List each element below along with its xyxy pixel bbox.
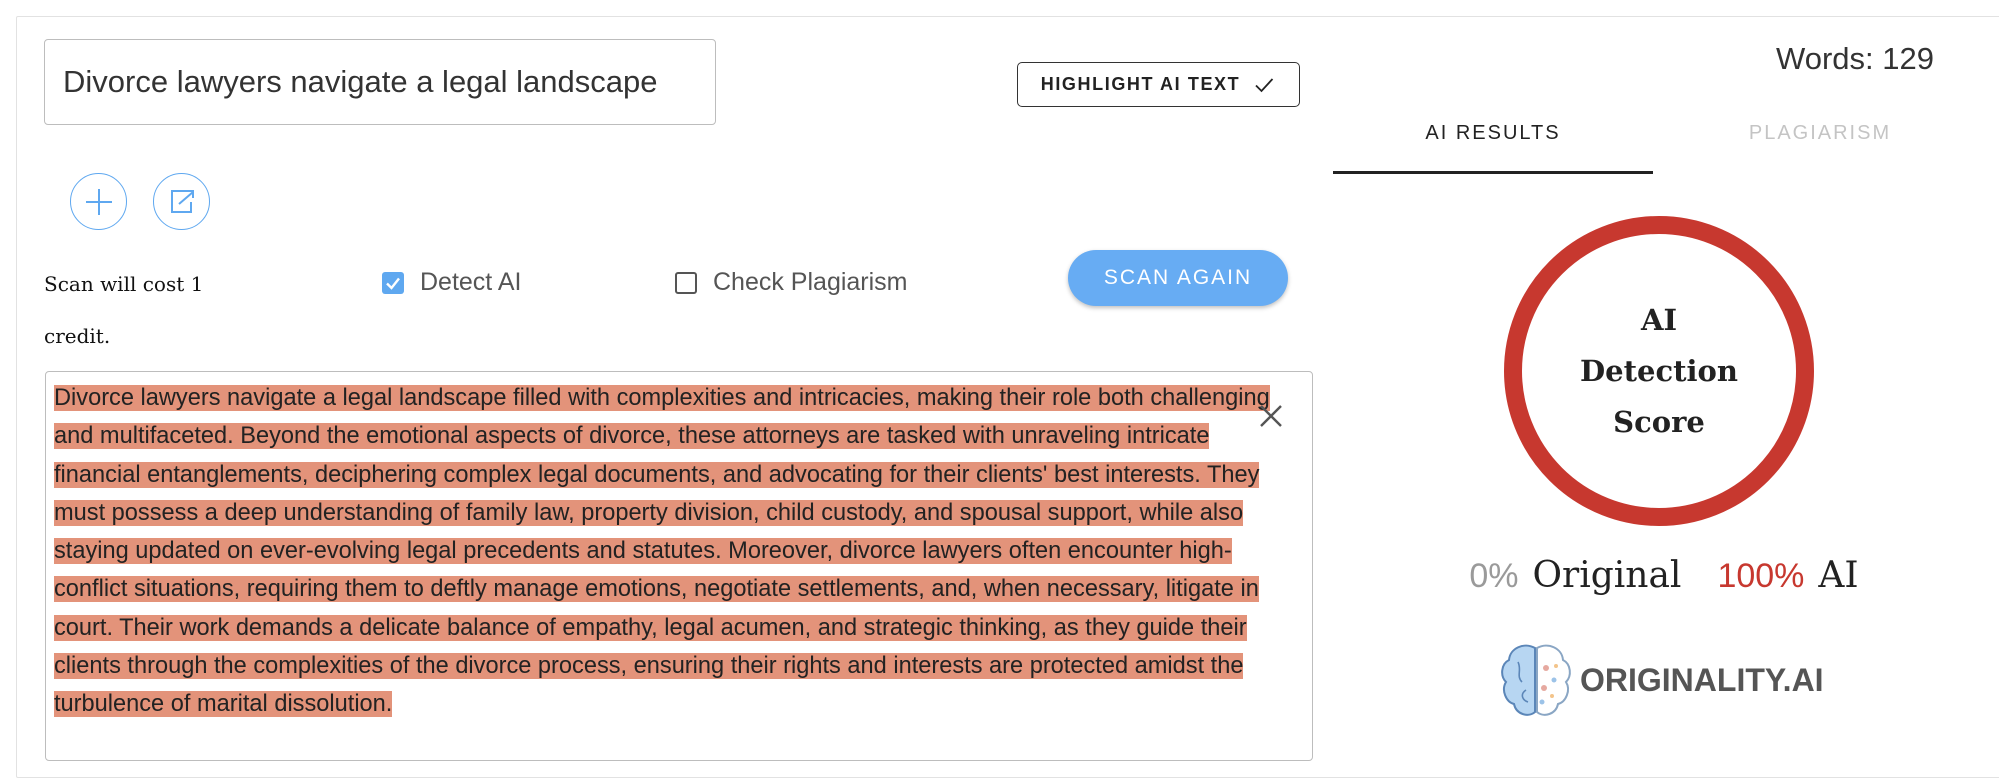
plus-icon [82,185,116,219]
detect-ai-checkbox[interactable] [382,268,521,297]
original-label: Original [1532,555,1682,596]
check-plagiarism-checkbox[interactable] [675,268,908,297]
score-breakdown [1464,555,1864,596]
scan-again-button[interactable]: SCAN AGAIN [1068,250,1288,306]
check-plagiarism-label: Check Plagiarism [713,268,908,296]
check-icon [1252,73,1276,97]
highlighted-ai-text: Divorce lawyers navigate a legal landscape filled with complexities and intricacies, making their role both challenging and multifaceted. Beyond the emotional aspects of divorce, these attorneys are tasked with unraveling intricate financial entanglements, deciphering complex legal documents, and advocating for their clients' best interests. They must possess a deep understanding of family law, property division, child custody, and spousal support, while also staying updated on ever-evolving legal precedents and statutes. Moreover, divorce lawyers often encounter high-conflict situations, requiring them to deftly manage emotions, negotiate settlements, and, when necessary, litigate in court. Their work demands a delicate balance of empathy, legal acumen, and strategic thinking, as they guide their clients through the complexities of the divorce process, ensuring their rights and interests are protected amidst the turbulence of marital dissolution. [54,385,1270,718]
scan-cost-text: Scan will cost 1 credit. [44,272,204,348]
tab-ai-results[interactable] [1333,122,1653,174]
share-document-button[interactable] [153,173,210,230]
content-textarea[interactable] [45,371,1313,761]
score-title: AI Detection Score [1580,302,1738,439]
brain-icon [1498,640,1574,720]
share-icon [167,187,197,217]
ai-detection-score-ring [1504,216,1814,526]
word-count: Words: 129 [1776,41,1934,76]
checkbox-checked [382,272,404,294]
tab-ai-results-label: AI RESULTS [1425,122,1561,144]
highlight-ai-text-button[interactable] [1017,62,1300,107]
title-input[interactable] [44,39,716,125]
checkbox-unchecked [675,272,697,294]
original-percent: 0% [1469,557,1519,595]
originality-logo [1498,640,1824,720]
check-icon [384,274,402,292]
ai-percent: 100% [1717,557,1805,595]
detect-ai-label: Detect AI [420,268,522,296]
tab-plagiarism[interactable] [1660,122,1980,174]
close-icon[interactable] [1255,400,1287,432]
highlight-ai-text-label: HIGHLIGHT AI TEXT [1040,74,1241,94]
brand-name: ORIGINALITY.AI [1580,661,1824,698]
add-document-button[interactable] [70,173,127,230]
ai-label: AI [1818,555,1859,596]
tab-plagiarism-label: PLAGIARISM [1748,122,1892,144]
